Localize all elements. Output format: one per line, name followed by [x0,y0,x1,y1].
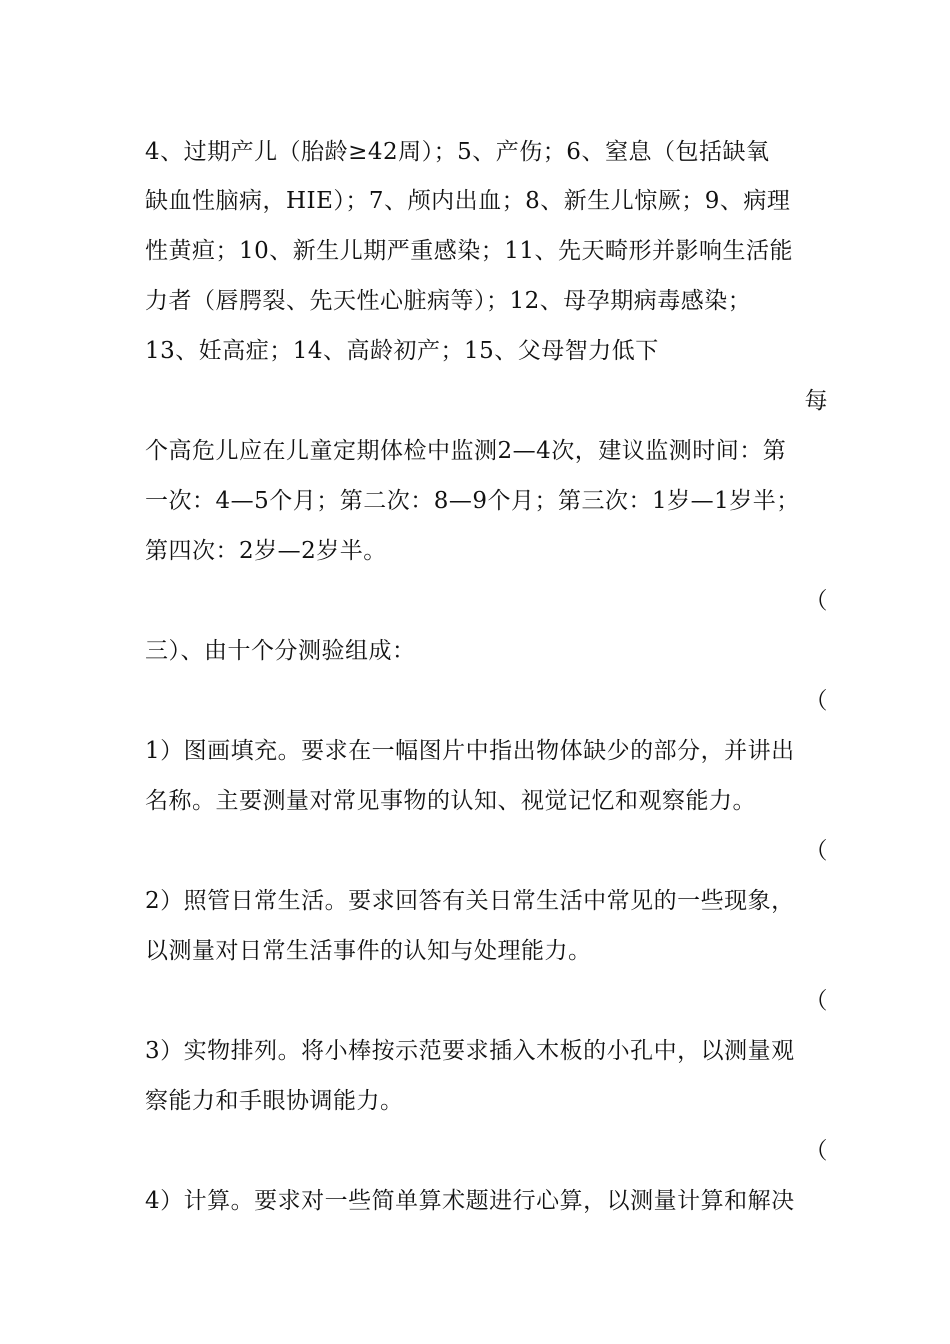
text-line: （ [804,838,828,864]
text-line: 名称。主要测量对常见事物的认知、视觉记忆和观察能力。 [145,788,756,814]
text-line: 个高危儿应在儿童定期体检中监测2—4次，建议监测时间：第 [145,438,787,464]
text-line: 察能力和手眼协调能力。 [145,1088,404,1114]
text-line: 缺血性脑病，HIE）；7、颅内出血；8、新生儿惊厥；9、病理 [145,188,791,214]
text-line: （ [804,588,828,614]
text-line: （ [804,688,828,714]
text-line: （ [804,988,828,1014]
text-line: 以测量对日常生活事件的认知与处理能力。 [145,938,592,964]
text-line: 第四次：2岁—2岁半。 [145,538,387,564]
text-line: 力者（唇腭裂、先天性心脏病等）；12、母孕期病毒感染； [145,288,752,314]
text-line: 13、妊高症；14、高龄初产；15、父母智力低下 [145,338,659,364]
text-line: 1）图画填充。要求在一幅图片中指出物体缺少的部分，并讲出 [145,738,795,764]
text-line: 4、过期产儿（胎龄≥42周）；5、产伤；6、窒息（包括缺氧 [145,139,770,165]
section-heading: 三）、由十个分测验组成： [145,638,416,664]
text-line: 4）计算。要求对一些简单算术题进行心算，以测量计算和解决 [145,1188,795,1214]
text-line: 一次：4—5个月；第二次：8—9个月；第三次：1岁—1岁半； [145,488,800,514]
text-line: 3）实物排列。将小棒按示范要求插入木板的小孔中，以测量观 [145,1038,795,1064]
text-line: 性黄疸；10、新生儿期严重感染；11、先天畸形并影响生活能 [145,238,794,264]
text-line: 2）照管日常生活。要求回答有关日常生活中常见的一些现象， [145,888,795,914]
text-line: 每 [804,388,828,414]
text-line: （ [804,1138,828,1164]
